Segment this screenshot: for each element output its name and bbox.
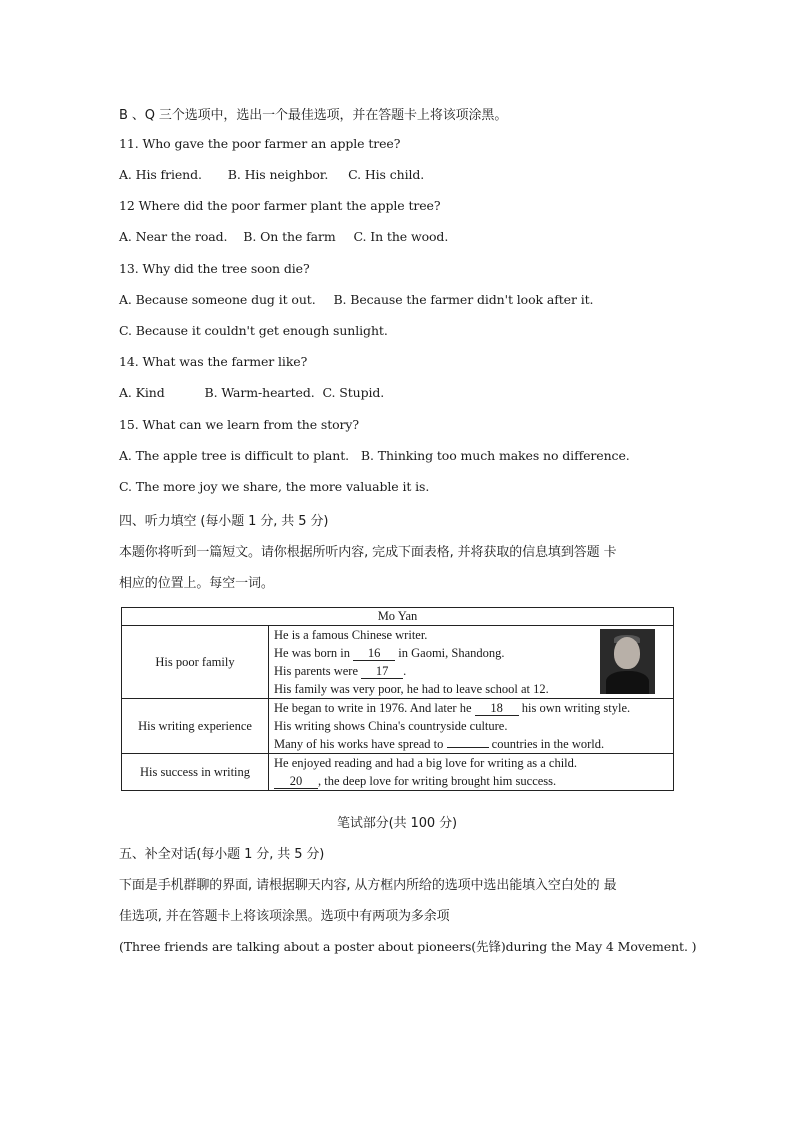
options-13 (119, 292, 593, 307)
option-a: A. Because someone dug it out. (119, 292, 316, 307)
row-content-family (269, 626, 674, 699)
table-text: He was born in (274, 646, 351, 660)
option-a: A. His friend. (119, 167, 202, 182)
row-label-writing: His writing experience (122, 699, 269, 754)
section5-instruction-2: 佳选项, 并在答题卡上将该项涂黑。选项中有两项为多余项 (119, 909, 450, 924)
table-text-line: He is a famous Chinese writer. (274, 628, 428, 642)
table-text-line (274, 772, 668, 790)
question-15: 15. What can we learn from the story? (119, 417, 359, 432)
blank-19 (447, 747, 489, 748)
option-b: B. On the farm (243, 229, 336, 244)
mo-yan-table (121, 607, 674, 791)
row-content-writing (269, 699, 674, 754)
options-11 (119, 167, 424, 182)
table-text: in Gaomi, Shandong. (398, 646, 505, 660)
option-c: C. Stupid. (322, 385, 385, 400)
option-a: A. Near the road. (119, 229, 228, 244)
table-text-line (274, 735, 668, 753)
table-text: his own writing style. (521, 701, 631, 715)
table-text: , the deep love for writing brought him success. (318, 774, 557, 788)
table-text: He began to write in 1976. And later he (274, 701, 472, 715)
option-13-c: C. Because it couldn't get enough sunlight. (119, 323, 388, 338)
option-a: A. The apple tree is difficult to plant. (119, 448, 350, 463)
options-14 (119, 385, 384, 400)
row-label-family: His poor family (122, 626, 269, 699)
table-text: Many of his works have spread to (274, 737, 444, 751)
intro-line: B 、Q 三个选项中，选出一个最佳选项，并在答题卡上将该项涂黑。 (119, 108, 508, 123)
row-content-success (269, 754, 674, 791)
option-c: C. His child. (348, 167, 425, 182)
question-11: 11. Who gave the poor farmer an apple tree? (119, 136, 401, 151)
written-part-title: 笔试部分(共 100 分) (337, 816, 457, 831)
section5-heading: 五、补全对话(每小题 1 分, 共 5 分) (119, 847, 325, 862)
table-text: His parents were (274, 664, 358, 678)
question-14: 14. What was the farmer like? (119, 354, 308, 369)
section5-instruction-1: 下面是手机群聊的界面, 请根据聊天内容, 从方框内所给的选项中选出能填入空白处的 最 (119, 878, 617, 893)
table-text: countries in the world. (491, 737, 605, 751)
option-b: B. Warm-hearted. (204, 385, 315, 400)
option-15-c: C. The more joy we share, the more valuable it is. (119, 479, 430, 494)
table-text-line (274, 699, 668, 717)
option-b: B. Thinking too much makes no difference. (360, 448, 630, 463)
options-12 (119, 229, 448, 244)
option-c: C. In the wood. (353, 229, 449, 244)
question-12: 12 Where did the poor farmer plant the apple tree? (119, 198, 441, 213)
section4-instruction-1: 本题你将听到一篇短文。请你根据所听内容, 完成下面表格, 并将获取的信息填到答题 卡 (119, 545, 617, 560)
option-b: B. Because the farmer didn't look after it. (333, 292, 594, 307)
blank-17: 17 (361, 664, 403, 679)
section4-instruction-2: 相应的位置上。每空一词。 (119, 576, 274, 591)
blank-16: 16 (353, 646, 395, 661)
options-15 (119, 448, 630, 463)
option-a: A. Kind (119, 385, 165, 400)
section4-heading: 四、听力填空 (每小题 1 分, 共 5 分) (119, 514, 329, 529)
table-text-line: He enjoyed reading and had a big love for writing as a child. (274, 756, 578, 770)
table-text-line: His family was very poor, he had to leave school at 12. (274, 682, 549, 696)
row-label-success: His success in writing (122, 754, 269, 791)
table-text: . (403, 664, 407, 678)
blank-18: 18 (475, 701, 519, 716)
mo-yan-photo (600, 629, 655, 694)
table-text-line: His writing shows China's countryside culture. (274, 719, 508, 733)
question-13: 13. Why did the tree soon die? (119, 261, 310, 276)
section5-context: (Three friends are talking about a poster about pioneers(先锋)during the May 4 Movement. ) (119, 939, 697, 954)
table-title: Mo Yan (122, 608, 674, 626)
option-b: B. His neighbor. (227, 167, 329, 182)
blank-20: 20 (274, 774, 318, 789)
